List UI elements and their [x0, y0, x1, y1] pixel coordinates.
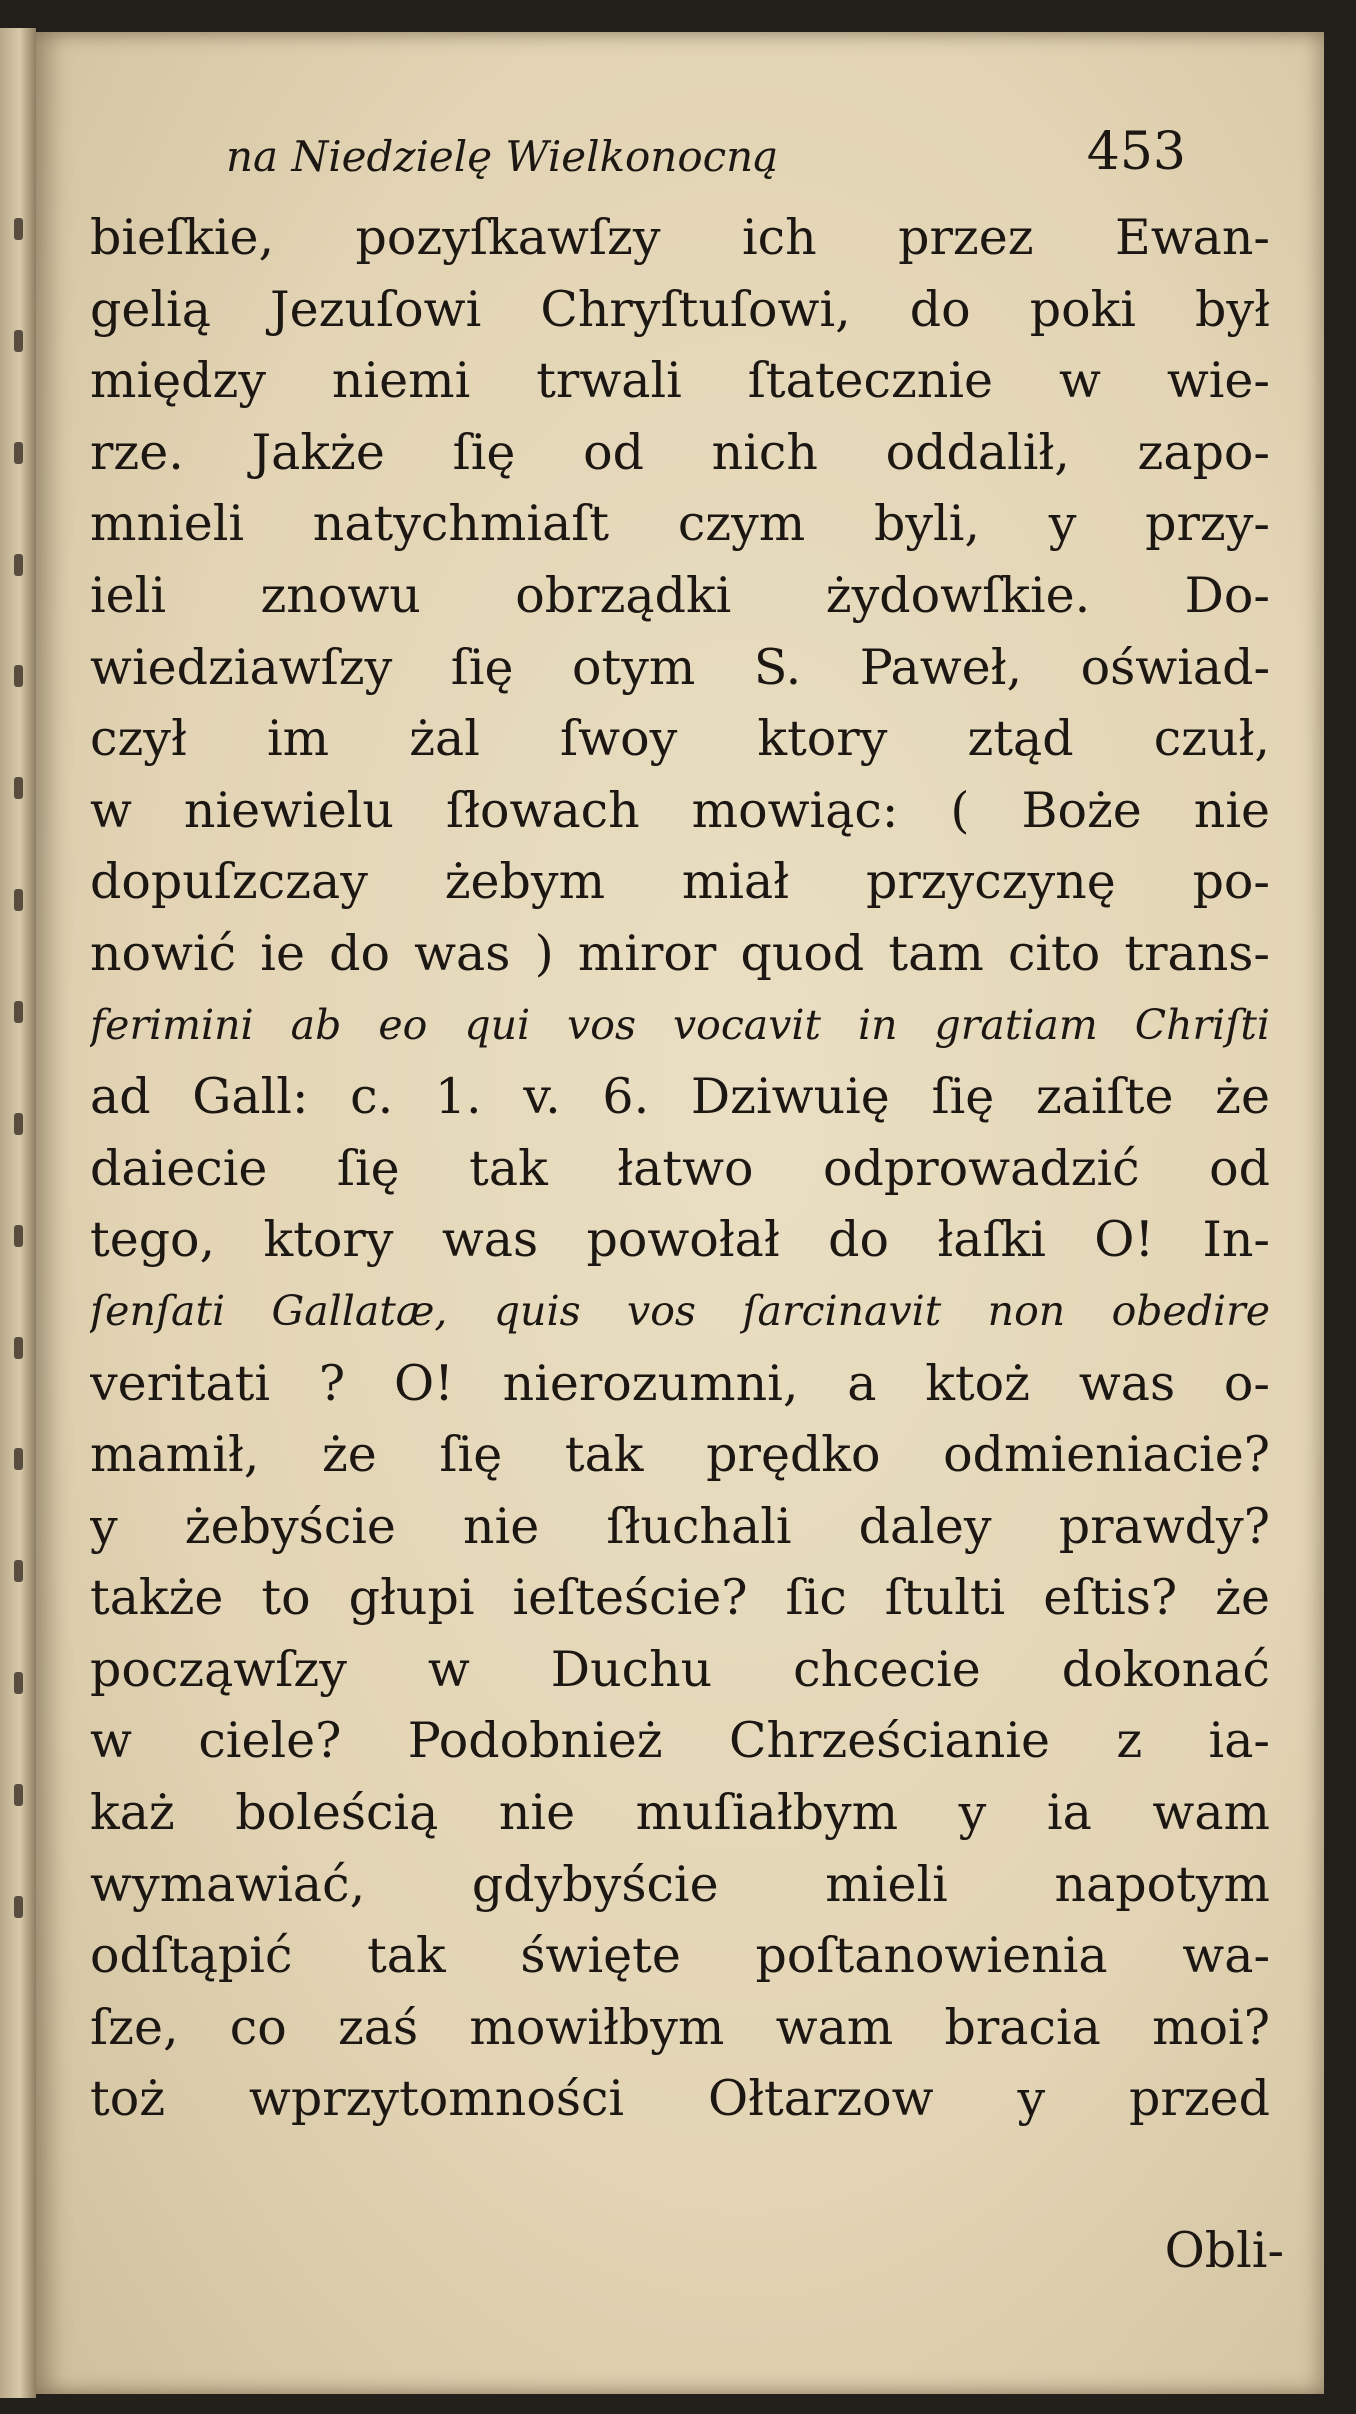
catchword: Obli-	[1164, 2222, 1284, 2279]
text-line: y żebyście nie ſłuchali daley prawdy?	[90, 1497, 1270, 1555]
text-line: wymawiać, gdybyście mieli napotym	[90, 1855, 1270, 1913]
text-line: tego, ktory was powołał do łaſki O! In-	[90, 1211, 1270, 1269]
text-line: ſze, co zaś mowiłbym wam bracia moi?	[90, 1998, 1270, 2056]
ink-mark	[14, 442, 23, 464]
previous-page-text-fragments	[0, 218, 36, 1918]
ink-mark	[14, 1225, 23, 1247]
text-line: mamił, że ſię tak prędko odmieniacie?	[90, 1426, 1270, 1484]
text-line: także to głupi ieſteście? ſic ſtulti eſtis? że	[90, 1569, 1270, 1627]
ink-mark	[14, 1448, 23, 1470]
text-line: ieli znowu obrządki żydowſkie. Do-	[90, 566, 1270, 624]
ink-mark	[14, 1001, 23, 1023]
ink-mark	[14, 777, 23, 799]
ink-mark	[14, 554, 23, 576]
running-head: na Niedzielę Wielkonocną	[226, 132, 779, 181]
text-line: nowić ie do was ) miror quod tam cito trans-	[90, 924, 1270, 982]
text-line: mnieli natychmiaſt czym byli, y przy-	[90, 495, 1270, 553]
text-line: veritati ? O! nierozumni, a ktoż was o-	[90, 1354, 1270, 1412]
text-line: bieſkie, pozyſkawſzy ich przez Ewan-	[90, 209, 1270, 266]
text-line: każ boleścią nie muſiałbym y ia wam	[90, 1784, 1270, 1842]
text-line: daiecie ſię tak łatwo odprowadzić od	[90, 1139, 1270, 1197]
text-line: czył im żal ſwoy ktory ztąd czuł,	[90, 710, 1270, 768]
ink-mark	[14, 1672, 23, 1694]
text-line: gelią Jezuſowi Chryſtuſowi, do poki był	[90, 280, 1270, 338]
text-line: odſtąpić tak święte poſtanowienia wa-	[90, 1927, 1270, 1985]
text-line: w niewielu ſłowach mowiąc: ( Boże nie	[90, 781, 1270, 839]
text-line: wiedziawſzy ſię otym S. Paweł, oświad-	[90, 638, 1270, 696]
text-line: dopuſzczay żebym miał przyczynę po-	[90, 853, 1270, 911]
ink-mark	[14, 330, 23, 352]
latin-quote-line: ferimini ab eo qui vos vocavit in gratiam Chriſti	[90, 1000, 1270, 1049]
ink-mark	[14, 218, 23, 240]
text-line: między niemi trwali ſtatecznie w wie-	[90, 352, 1270, 410]
previous-page-edge	[0, 28, 36, 2398]
text-line: rze. Jakże ſię od nich oddalił, zapo-	[90, 423, 1270, 481]
ink-mark	[14, 889, 23, 911]
page-header	[226, 112, 1186, 202]
book-page	[36, 32, 1324, 2394]
ink-mark	[14, 1896, 23, 1918]
text-line: ad Gall: c. 1. v. 6. Dziwuię ſię zaiſte że	[90, 1068, 1270, 1126]
ink-mark	[14, 1560, 23, 1582]
page-number: 453	[1086, 122, 1186, 182]
ink-mark	[14, 1337, 23, 1359]
text-line: począwſzy w Duchu chcecie dokonać	[90, 1640, 1270, 1698]
ink-mark	[14, 1784, 23, 1806]
text-line: w ciele? Podobnież Chrześcianie z ia-	[90, 1712, 1270, 1770]
text-line: toż wprzytomności Ołtarzow y przed	[90, 2070, 1270, 2128]
ink-mark	[14, 1113, 23, 1135]
body-text	[90, 202, 1270, 2135]
latin-quote-line: ſenſati Gallatæ, quis vos ſarcinavit non obedire	[90, 1286, 1270, 1335]
ink-mark	[14, 665, 23, 687]
